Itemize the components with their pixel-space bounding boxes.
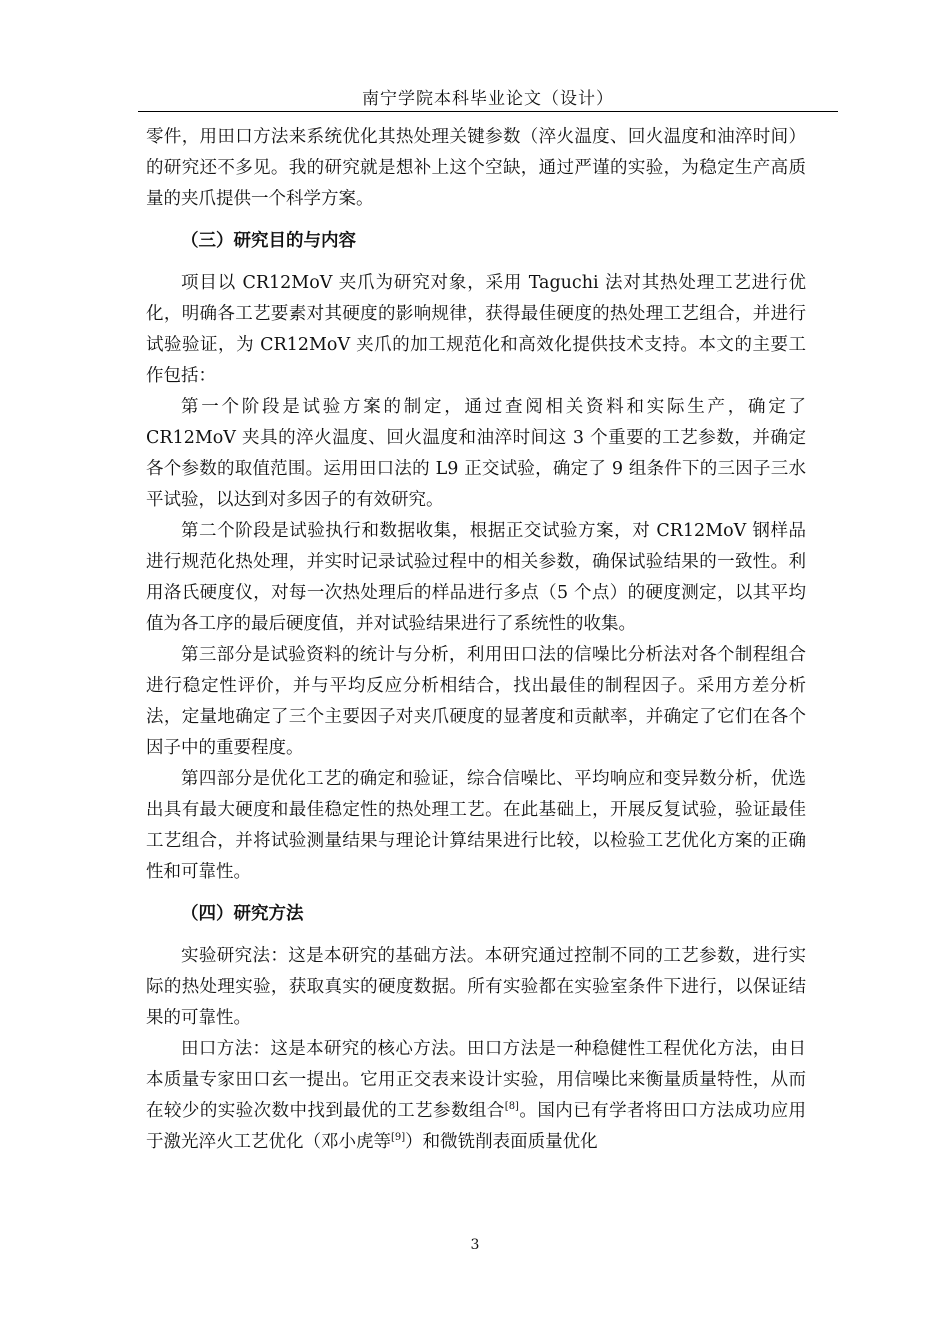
citation-9[interactable]: [9] <box>391 1132 406 1143</box>
section-heading-3: （三）研究目的与内容 <box>181 231 356 251</box>
header-rule <box>138 111 838 112</box>
paragraph-objectives: 项目以 CR12MoV 夹爪为研究对象，采用 Taguchi 法对其热处理工艺进行优化，明确各工艺要素对其硬度的影响规律，获得最佳硬度的热处理工艺组合，并进行试验验证，为 CR12MoV 夹爪的加工规范化和高效化提供技术支持。本文的主要工作包括： <box>146 273 806 386</box>
running-header: 南宁学院本科毕业论文（设计） <box>362 89 614 109</box>
body-text <box>146 122 806 1158</box>
paragraph-stage-2: 第二个阶段是试验执行和数据收集，根据正交试验方案，对 CR12MoV 钢样品进行规范化热处理，并实时记录试验过程中的相关参数，确保试验结果的一致性。利用洛氏硬度仪，对每一次热处理后的样品进行多点（5 个点）的硬度测定，以其平均值为各工序的最后硬度值，并对试验结果进行了系统性的收集。 <box>146 521 806 634</box>
taguchi-text-3: ）和微铣削表面质量优化 <box>405 1132 598 1152</box>
taguchi-text-2: 。国内已有学者将田口方法成功应用于激光淬火工艺优化（邓小虎等 <box>146 1101 807 1152</box>
paragraph-continued: 零件，用田口方法来系统优化其热处理关键参数（淬火温度、回火温度和油淬时间）的研究还不多见。我的研究就是想补上这个空缺，通过严谨的实验，为稳定生产高质量的夹爪提供一个科学方案。 <box>146 127 806 209</box>
page-number: 3 <box>470 1237 480 1253</box>
taguchi-text-1: 田口方法：这是本研究的核心方法。田口方法是一种稳健性工程优化方法，由日本质量专家田口玄一提出。它用正交表来设计实验，用信噪比来衡量质量特性，从而在较少的实验次数中找到最优的工艺参数组合 <box>146 1039 806 1121</box>
section-heading-4: （四）研究方法 <box>181 904 304 924</box>
paragraph-stage-3: 第三部分是试验资料的统计与分析，利用田口法的信噪比分析法对各个制程组合进行稳定性评价，并与平均反应分析相结合，找出最佳的制程因子。采用方差分析法，定量地确定了三个主要因子对夹爪硬度的显著度和贡献率，并确定了它们在各个因子中的重要程度。 <box>146 645 806 758</box>
paragraph-stage-1: 第一个阶段是试验方案的制定，通过查阅相关资料和实际生产，确定了 CR12MoV 夹具的淬火温度、回火温度和油淬时间这 3 个重要的工艺参数，并确定各个参数的取值范围。运用田口法的 L9 正交试验，确定了 9 组条件下的三因子三水平试验，以达到对多因子的有效研究。 <box>146 397 806 510</box>
paragraph-experimental-method: 实验研究法：这是本研究的基础方法。本研究通过控制不同的工艺参数，进行实际的热处理实验，获取真实的硬度数据。所有实验都在实验室条件下进行，以保证结果的可靠性。 <box>146 946 806 1028</box>
paragraph-taguchi-method <box>146 1034 806 1158</box>
paragraph-stage-4: 第四部分是优化工艺的确定和验证，综合信噪比、平均响应和变异数分析，优选出具有最大硬度和最佳稳定性的热处理工艺。在此基础上，开展反复试验，验证最佳工艺组合，并将试验测量结果与理论计算结果进行比较，以检验工艺优化方案的正确性和可靠性。 <box>146 769 806 882</box>
citation-8[interactable]: [8] <box>504 1101 519 1112</box>
